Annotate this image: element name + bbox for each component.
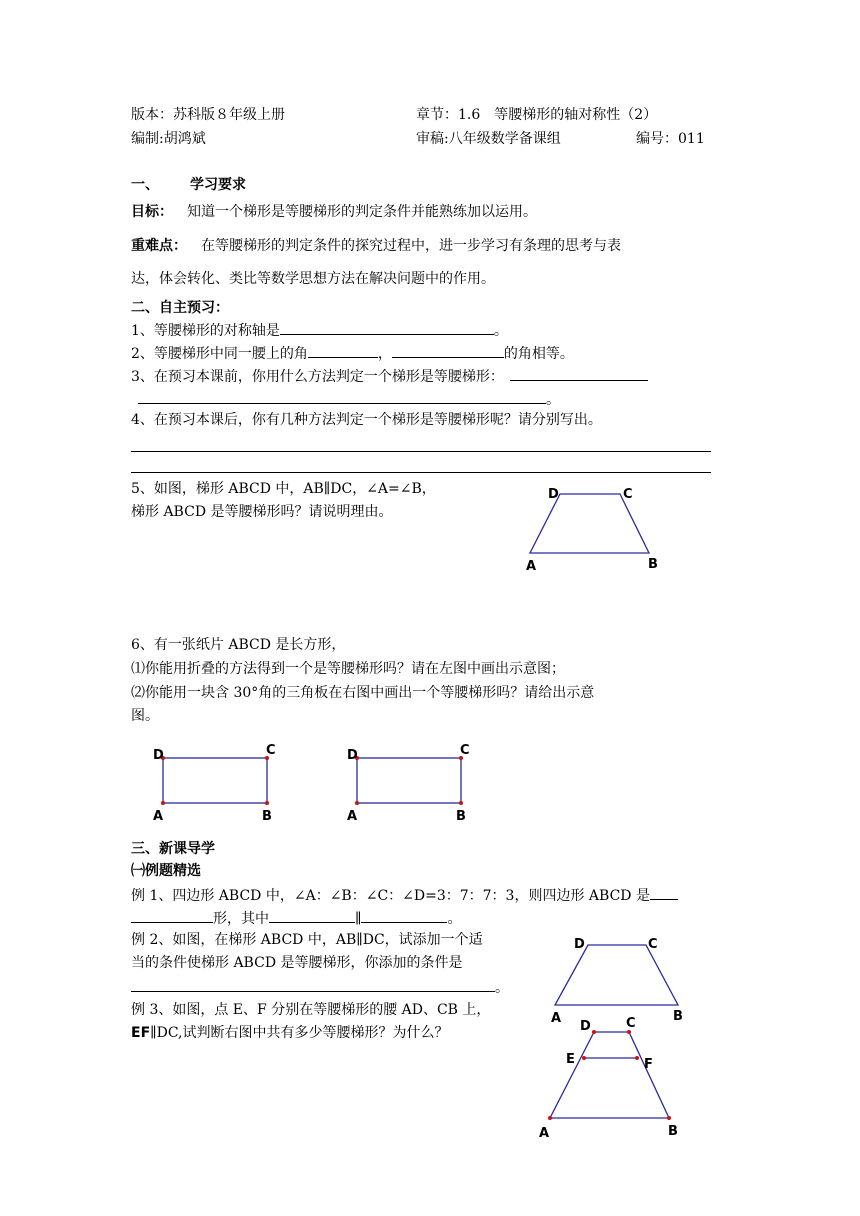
ex3-point-e <box>582 1056 586 1060</box>
ex2-label-d: D <box>574 937 585 952</box>
ex1-end: 。 <box>447 911 462 927</box>
header-edition: 版本：苏科版８年级上册 <box>131 107 285 123</box>
ex3-label-c: C <box>626 1016 636 1031</box>
q5-line-1: 5、如图，梯形 ABCD 中，AB∥DC，∠A=∠B， <box>131 481 436 497</box>
ex2-end: 。 <box>495 980 509 996</box>
q6-line-2: ⑴你能用折叠的方法得到一个是等腰梯形吗？请在左图中画出示意图； <box>131 661 565 677</box>
q5-label-a: A <box>526 559 537 574</box>
key-text-1: 在等腰梯形的判定条件的探究过程中，进一步学习有条理的思考与表 <box>201 238 621 254</box>
q2-text: 2、等腰梯形中同一腰上的角 <box>131 346 308 362</box>
q2-end: 的角相等。 <box>503 346 574 362</box>
q6-left-label-d: D <box>153 748 164 763</box>
q3-text: 3、在预习本课前，你用什么方法判定一个梯形是等腰梯形： <box>131 369 504 385</box>
q5-label-d: D <box>548 487 559 502</box>
key-line-2: 达，体会转化、类比等数学思想方法在解决问题中的作用。 <box>131 271 495 287</box>
q3-end: 。 <box>546 392 560 408</box>
q6-line-4: 图。 <box>131 708 159 724</box>
ex1-text: 例 1、四边形 ABCD 中，∠A：∠B：∠C：∠D=3：7：7：3，则四边形 ABCD 是 <box>131 888 650 904</box>
key-label: 重难点： <box>131 238 187 254</box>
ex3-label-b: B <box>668 1124 678 1139</box>
ex3-point-d <box>592 1030 596 1034</box>
q6-right-label-d: D <box>347 748 358 763</box>
q2-comma: ， <box>377 346 392 362</box>
ex1-mid: 形，其中 <box>213 911 269 927</box>
q6-right-label-b: B <box>456 809 466 824</box>
header-number: 编号：011 <box>636 131 705 147</box>
ex1-parallel: ∥ <box>355 911 362 927</box>
header-editor: 编制:胡鸿斌 <box>131 131 206 147</box>
ex3-trapezoid <box>550 1032 669 1118</box>
ex3-point-b <box>667 1116 671 1120</box>
q6-left-label-a: A <box>153 809 164 824</box>
section3-subtitle: ㈠例题精选 <box>131 863 201 879</box>
q1-text: 1、等腰梯形的对称轴是 <box>131 323 280 339</box>
section1-num: 一、 <box>131 177 159 193</box>
ex3-label-e: E <box>566 1052 575 1067</box>
ex3-point-f <box>635 1056 639 1060</box>
ex3-text: ∥DC,试判断右图中共有多少等腰梯形？为什么？ <box>150 1025 449 1041</box>
ex3-label-d: D <box>580 1019 591 1034</box>
q6-right-label-c: C <box>460 743 470 758</box>
ex2-line-1: 例 2、如图，在梯形 ABCD 中，AB∥DC，试添加一个适 <box>131 932 483 948</box>
ex3-point-a <box>548 1116 552 1120</box>
section2-title: 二、自主预习： <box>131 300 229 316</box>
ex2-label-b: B <box>673 1009 683 1024</box>
q6-line-1: 6、有一张纸片 ABCD 是长方形， <box>131 637 346 653</box>
section3-title: 三、新课导学 <box>131 841 215 857</box>
section1-title: 学习要求 <box>190 177 246 193</box>
q1-end: 。 <box>493 323 508 339</box>
ex3-label-a: A <box>539 1126 550 1141</box>
header-chapter: 章节：1.6 等腰梯形的轴对称性（2） <box>416 107 658 123</box>
q4: 4、在预习本课后，你有几种方法判定一个梯形是等腰梯形呢？请分别写出。 <box>131 412 602 428</box>
ex3-label-f: F <box>644 1057 653 1072</box>
q6-right-label-a: A <box>347 809 358 824</box>
ex2-label-c: C <box>648 937 658 952</box>
goal-text: 知道一个梯形是等腰梯形的判定条件并能熟练加以运用。 <box>187 204 537 220</box>
ex2-label-a: A <box>551 1011 562 1026</box>
header-reviewer: 审稿:八年级数学备课组 <box>416 131 561 147</box>
q6-left-label-c: C <box>266 743 276 758</box>
ex3-line-1: 例 3、如图，点 E、F 分别在等腰梯形的腰 AD、CB 上， <box>131 1002 491 1018</box>
goal-label: 目标： <box>131 204 173 220</box>
q6-line-3: ⑵你能用一块含 30°角的三角板在右图中画出一个等腰梯形吗？请给出示意 <box>131 685 595 701</box>
q5-line-2: 梯形 ABCD 是等腰梯形吗？请说明理由。 <box>131 504 393 520</box>
ex2-line-2: 当的条件使梯形 ABCD 是等腰梯形，你添加的条件是 <box>131 955 463 971</box>
q5-label-c: C <box>623 487 633 502</box>
q6-left-label-b: B <box>262 809 272 824</box>
ex3-ef: EF <box>131 1025 151 1041</box>
q5-label-b: B <box>648 557 658 572</box>
